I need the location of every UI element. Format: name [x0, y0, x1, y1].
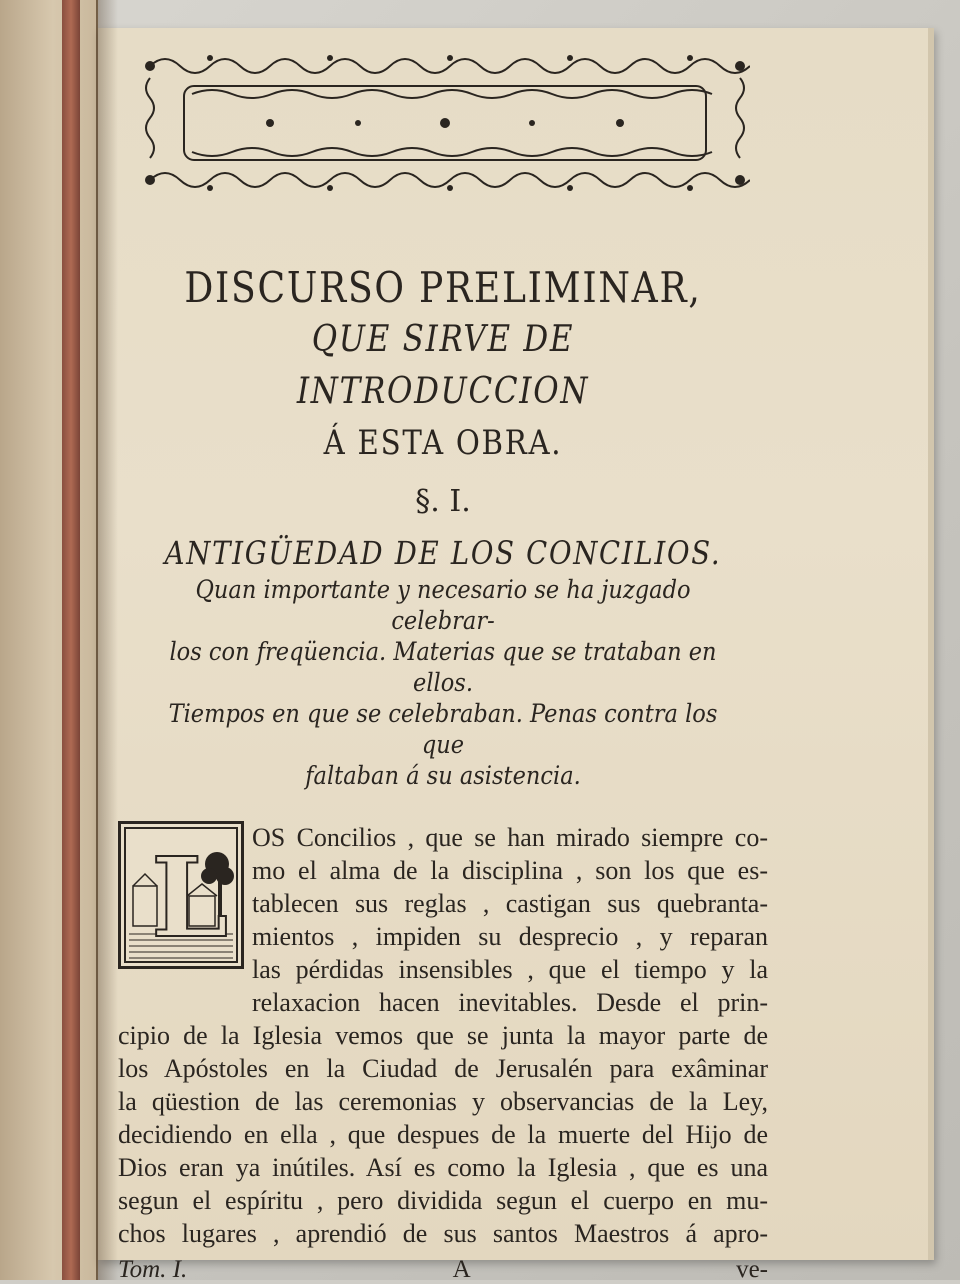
body-line: relaxacion hacen inevitables. Desde el prin- [252, 988, 768, 1017]
summary-line: Quan importante y necesario se ha juzgado celebrar- [195, 575, 691, 635]
body-line: los Apóstoles en la Ciudad de Jerusalén para exâminar [118, 1054, 768, 1083]
body-line: OS Concilios , que se han mirado siempre co- [252, 823, 768, 852]
body-line: Dios eran ya inútiles. Así es como la Iglesia , que es una [118, 1153, 768, 1182]
body-line: mo el alma de la disciplina , son los que es- [252, 856, 768, 885]
body-line: tablecen sus reglas , castigan sus quebranta- [252, 889, 768, 918]
page-subtitle: QUE SIRVE DE INTRODUCCION [296, 319, 590, 412]
body-line: segun el espíritu , pero dividida segun el cuerpo en mu- [118, 1186, 768, 1215]
gutter-shadow [96, 0, 118, 1280]
section-summary [151, 574, 736, 791]
left-page-edge [0, 0, 98, 1280]
summary-line: los con freqüencia. Materias que se trataban en ellos. [169, 637, 717, 697]
page-title: DISCURSO PRELIMINAR, [184, 263, 702, 312]
signature-mark: A [452, 1256, 471, 1283]
volume-mark: Tom. I. [118, 1256, 188, 1283]
page-subtitle-line-2: Á ESTA OBRA. [323, 423, 563, 463]
decorated-initial [118, 821, 244, 969]
book-spine [62, 0, 80, 1280]
section-number: §. I. [415, 484, 471, 519]
body-line: decidiendo en ella , que despues de la muerte del Hijo de [118, 1120, 768, 1149]
section-heading: ANTIGÜEDAD DE LOS CONCILIOS. [164, 534, 722, 572]
body-text [118, 821, 768, 1284]
dropcap-letter: L [151, 833, 229, 962]
body-line: mientos , impiden su desprecio , y reparan [252, 922, 768, 951]
body-line: la qüestion de las ceremonias y observancias de la Ley, [118, 1087, 768, 1116]
summary-line: faltaban á su asistencia. [305, 761, 581, 790]
catchword: ve- [736, 1256, 768, 1283]
body-line: las pérdidas insensibles , que el tiempo y la [252, 955, 768, 984]
summary-line: Tiempos en que se celebraban. Penas contra los que [168, 699, 718, 759]
body-line: chos lugares , aprendió de sus santos Maestros á apro- [118, 1219, 768, 1248]
page-content [118, 48, 768, 1284]
ornamental-headpiece [140, 48, 750, 198]
body-line: cipio de la Iglesia vemos que se junta la mayor parte de [118, 1021, 768, 1050]
